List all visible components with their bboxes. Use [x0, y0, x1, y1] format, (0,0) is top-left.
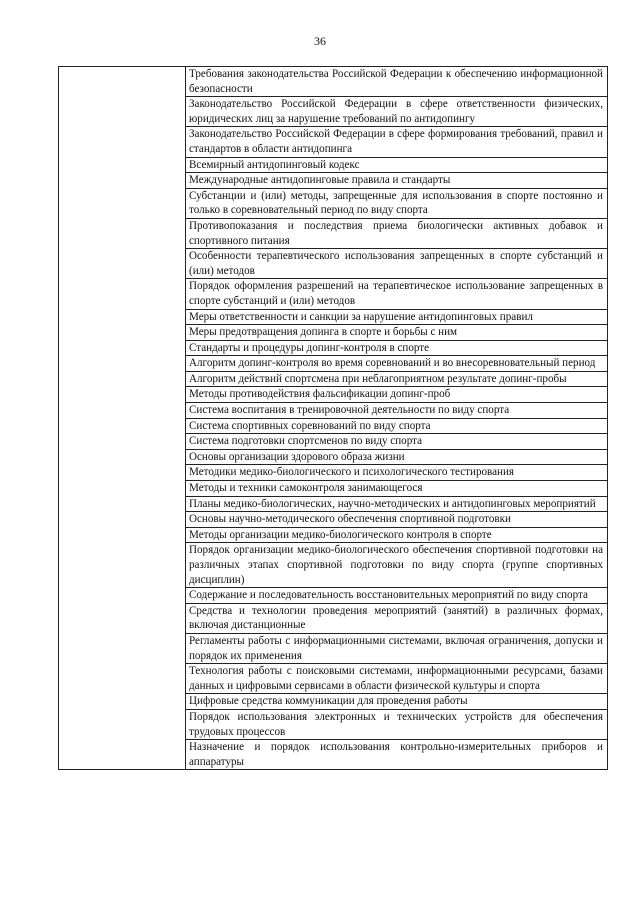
table-row: Требования законодательства Российской Федерации к обеспечению информационной безопасности: [186, 67, 607, 97]
table-row: Порядок оформления разрешений на терапевтическое использование запрещенных в спорте субстанций и (или) методов: [186, 279, 607, 309]
knowledge-list: [186, 67, 607, 769]
table-row: Основы научно-методического обеспечения спортивной подготовки: [186, 512, 607, 528]
table-row: Назначение и порядок использования контрольно-измерительных приборов и аппаратуры: [189, 741, 603, 768]
table-row: Методы и техники самоконтроля занимающегося: [186, 481, 607, 497]
table-row: Порядок организации медико-биологического обеспечения спортивной подготовки на различных этапах спортивной подготовки по виду спорта (группе спортивных дисциплин): [186, 543, 607, 588]
table-row: Цифровые средства коммуникации для проведения работы: [186, 694, 607, 710]
table-row: Методики медико-биологического и психологического тестирования: [186, 465, 607, 481]
table-row: Всемирный антидопинговый кодекс: [186, 158, 607, 174]
table-row: Противопоказания и последствия приема биологически активных добавок и спортивного питания: [186, 219, 607, 249]
table-row: Содержание и последовательность восстановительных мероприятий по виду спорта: [186, 588, 607, 604]
table-row: Законодательство Российской Федерации в сфере формирования требований, правил и стандартов в области антидопинга: [186, 127, 607, 157]
table-row: Система воспитания в тренировочной деятельности по виду спорта: [186, 403, 607, 419]
table-row: Алгоритм допинг-контроля во время соревнований и во внесоревновательный период: [186, 356, 607, 372]
table-row: Средства и технологии проведения мероприятий (занятий) в различных формах, включая дистанционные: [186, 604, 607, 634]
table-row: Основы организации здорового образа жизни: [186, 450, 607, 466]
table-row: Система спортивных соревнований по виду спорта: [186, 419, 607, 435]
table-row: Порядок использования электронных и технических устройств для обеспечения трудовых процессов: [186, 710, 607, 740]
page-number: 36: [314, 34, 326, 48]
table-row: Субстанции и (или) методы, запрещенные для использования в спорте постоянно и только в соревновательный период по виду спорта: [186, 189, 607, 219]
table-row: Особенности терапевтического использования запрещенных в спорте субстанций и (или) методов: [186, 249, 607, 279]
table-row: Планы медико-биологических, научно-методических и антидопинговых мероприятий: [186, 497, 607, 513]
table-row: Меры предотвращения допинга в спорте и борьбы с ним: [186, 325, 607, 341]
table-row: Технология работы с поисковыми системами, информационными ресурсами, базами данных и цифровыми сервисами в области физической культуры и спорта: [186, 664, 607, 694]
table-row: Алгоритм действий спортсмена при неблагоприятном результате допинг-пробы: [186, 372, 607, 388]
table-row: Методы организации медико-биологического контроля в спорте: [186, 528, 607, 544]
table-row: Система подготовки спортсменов по виду спорта: [186, 434, 607, 450]
table-row: Методы противодействия фальсификации допинг-проб: [186, 387, 607, 403]
requirements-table: [58, 66, 608, 770]
table-row: Международные антидопинговые правила и стандарты: [186, 173, 607, 189]
table-row: Стандарты и процедуры допинг-контроля в спорте: [186, 341, 607, 357]
left-column-cell: [59, 67, 186, 769]
table-row: Регламенты работы с информационными системами, включая ограничения, допуски и порядок их применения: [186, 634, 607, 664]
table-row: Меры ответственности и санкции за нарушение антидопинговых правил: [186, 310, 607, 326]
table-row: Законодательство Российской Федерации в сфере ответственности физических, юридических лиц за нарушение требований по антидопингу: [186, 97, 607, 127]
